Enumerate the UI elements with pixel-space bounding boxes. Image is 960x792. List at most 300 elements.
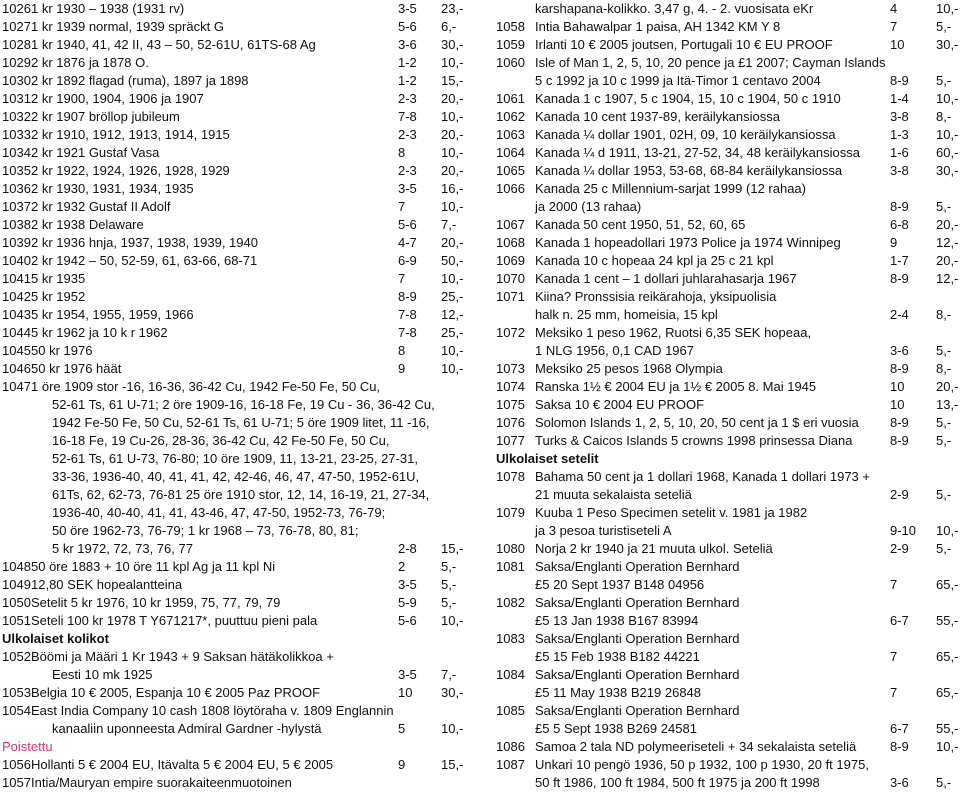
lot-row xyxy=(0,270,472,288)
lot-price: 10,- xyxy=(441,613,464,628)
lot-price: 12,- xyxy=(936,235,959,250)
lot-description: 1 kr 1930 – 1938 (1931 rv) xyxy=(31,1,185,16)
lot-price: 10,- xyxy=(441,109,464,124)
lot-row xyxy=(0,648,472,666)
lot-grade: 2 xyxy=(398,559,406,574)
lot-price: 13,- xyxy=(936,397,959,412)
lot-description: 1 NLG 1956, 0,1 CAD 1967 xyxy=(535,343,694,358)
lot-description: 50 öre 1883 + 10 öre 11 kpl Ag ja 11 kpl Ni xyxy=(31,559,276,574)
lot-row xyxy=(485,90,960,108)
lot-row xyxy=(0,576,472,594)
lot-price: 15,- xyxy=(441,73,464,88)
lot-row xyxy=(485,558,960,576)
lot-row xyxy=(485,738,960,756)
lot-row xyxy=(485,324,960,342)
lot-number: 1064 xyxy=(496,145,525,160)
lot-description: 2 kr 1922, 1924, 1926, 1928, 1929 xyxy=(31,163,230,178)
lot-grade: 7 xyxy=(890,685,898,700)
lot-row xyxy=(0,558,472,576)
lot-description: Norja 2 kr 1940 ja 21 muuta ulkol. Seteliä xyxy=(535,541,773,556)
lot-description: 21 muuta sekalaista seteliä xyxy=(535,487,692,502)
lot-number: 1065 xyxy=(496,163,525,178)
lot-description: 50 ft 1986, 100 ft 1984, 500 ft 1975 ja 200 ft 1998 xyxy=(535,775,820,790)
lot-price: 20,- xyxy=(441,163,464,178)
lot-number: 1077 xyxy=(496,433,525,448)
lot-row xyxy=(0,396,472,414)
lot-description: 50 kr 1976 xyxy=(31,343,93,358)
lot-row xyxy=(0,450,472,468)
lot-description: 1 kr 1939 normal, 1939 spräckt G xyxy=(31,19,224,34)
lot-row xyxy=(485,54,960,72)
lot-description: Kanada 50 cent 1950, 51, 52, 60, 65 xyxy=(535,217,746,232)
left-column xyxy=(0,0,472,792)
lot-price: 10,- xyxy=(441,721,464,736)
lot-price: 16,- xyxy=(441,181,464,196)
lot-description: Bahama 50 cent ja 1 dollari 1968, Kanada 1 dollari 1973 + xyxy=(535,469,870,484)
lot-row xyxy=(485,774,960,792)
lot-grade: 5-6 xyxy=(398,217,417,232)
lot-description: 52-61 Ts, 61 U-71; 2 öre 1909-16, 16-18 Fe, 19 Cu - 36, 36-42 Cu, xyxy=(52,397,435,412)
lot-price: 65,- xyxy=(936,685,959,700)
lot-grade: 1-2 xyxy=(398,73,417,88)
lot-description: 61Ts, 62, 62-73, 76-81 25 öre 1910 stor, 12, 14, 16-19, 21, 27-34, xyxy=(52,487,430,502)
lot-grade: 7-8 xyxy=(398,325,417,340)
lot-price: 5,- xyxy=(441,595,457,610)
lot-price: 30,- xyxy=(441,685,464,700)
lot-row xyxy=(0,36,472,54)
lot-grade: 1-2 xyxy=(398,55,417,70)
lot-row xyxy=(0,414,472,432)
lot-number: 1051 xyxy=(2,613,31,628)
lot-row xyxy=(485,252,960,270)
lot-number: 1086 xyxy=(496,739,525,754)
lot-description: Saksa/Englanti Operation Bernhard xyxy=(535,667,740,682)
lot-grade: 7 xyxy=(890,577,898,592)
lot-number: 1037 xyxy=(2,199,31,214)
lot-number: 1085 xyxy=(496,703,525,718)
lot-row xyxy=(485,180,960,198)
lot-price: 50,- xyxy=(441,253,464,268)
lot-number: 1046 xyxy=(2,361,31,376)
lot-row xyxy=(485,504,960,522)
lot-number: 1068 xyxy=(496,235,525,250)
lot-price: 5,- xyxy=(936,433,952,448)
lot-number: 1029 xyxy=(2,55,31,70)
lot-price: 5,- xyxy=(936,343,952,358)
lot-number: 1045 xyxy=(2,343,31,358)
section-heading-removed: Poistettu xyxy=(2,739,53,754)
lot-number: 1060 xyxy=(496,55,525,70)
lot-number: 1030 xyxy=(2,73,31,88)
lot-description: 1 öre 1909 stor -16, 16-36, 36-42 Cu, 1942 Fe-50 Fe, 50 Cu, xyxy=(31,379,381,394)
lot-number: 1073 xyxy=(496,361,525,376)
lot-description: 50 öre 1962-73, 76-79; 1 kr 1968 – 73, 76-78, 80, 81; xyxy=(52,523,359,538)
lot-number: 1032 xyxy=(2,109,31,124)
lot-description: Intia Bahawalpar 1 paisa, AH 1342 KM Y 8 xyxy=(535,19,781,34)
lot-description: Seteli 100 kr 1978 T Y671217*, puuttuu pieni pala xyxy=(31,613,318,628)
lot-description: halk n. 25 mm, homeisia, 15 kpl xyxy=(535,307,718,322)
lot-description: Samoa 2 tala ND polymeeriseteli + 34 sekalaista seteliä xyxy=(535,739,857,754)
lot-description: 1 kr 1940, 41, 42 II, 43 – 50, 52-61U, 61TS-68 Ag xyxy=(31,37,316,52)
lot-description: Böömi ja Määri 1 Kr 1943 + 9 Saksan hätäkolikkoa + xyxy=(31,649,334,664)
lot-description: Saksa/Englanti Operation Bernhard xyxy=(535,703,740,718)
lot-grade: 10 xyxy=(398,685,413,700)
lot-description: Kanada 1 c 1907, 5 c 1904, 15, 10 c 1904, 50 c 1910 xyxy=(535,91,841,106)
lot-grade: 9 xyxy=(890,235,898,250)
lot-number: 1061 xyxy=(496,91,525,106)
lot-description: ja 2000 (13 rahaa) xyxy=(535,199,642,214)
lot-grade: 9 xyxy=(398,361,406,376)
lot-number: 1076 xyxy=(496,415,525,430)
lot-row xyxy=(0,198,472,216)
lot-price: 5,- xyxy=(441,559,457,574)
lot-price: 65,- xyxy=(936,649,959,664)
lot-row xyxy=(0,378,472,396)
lot-row xyxy=(485,216,960,234)
lot-row xyxy=(485,522,960,540)
lot-row xyxy=(485,612,960,630)
lot-row xyxy=(485,648,960,666)
lot-number: 1074 xyxy=(496,379,525,394)
lot-description: 2 kr 1936 hnja, 1937, 1938, 1939, 1940 xyxy=(31,235,258,250)
lot-number: 1052 xyxy=(2,649,31,664)
lot-row xyxy=(0,180,472,198)
lot-number: 1083 xyxy=(496,631,525,646)
lot-row xyxy=(485,108,960,126)
lot-row xyxy=(485,36,960,54)
lot-price: 10,- xyxy=(441,145,464,160)
lot-number: 1033 xyxy=(2,127,31,142)
lot-description: 5 kr 1935 xyxy=(31,271,86,286)
lot-price: 20,- xyxy=(936,379,959,394)
lot-price: 5,- xyxy=(936,487,952,502)
lot-row xyxy=(0,486,472,504)
lot-description: karshapana-kolikko. 3,47 g, 4. - 2. vuosisata eKr xyxy=(535,1,814,16)
lot-grade: 2-9 xyxy=(890,487,909,502)
lot-description: 2 kr 1942 – 50, 52-59, 61, 63-66, 68-71 xyxy=(31,253,258,268)
lot-grade: 3-5 xyxy=(398,1,417,16)
lot-price: 10,- xyxy=(441,271,464,286)
lot-price: 10,- xyxy=(936,739,959,754)
lot-price: 5,- xyxy=(936,19,952,34)
lot-grade: 3-8 xyxy=(890,109,909,124)
lot-description: Ranska 1½ € 2004 EU ja 1½ € 2005 8. Mai 1945 xyxy=(535,379,817,394)
lot-description: Kuuba 1 Peso Specimen setelit v. 1981 ja 1982 xyxy=(535,505,808,520)
lot-grade: 8-9 xyxy=(398,289,417,304)
lot-description: East India Company 10 cash 1808 löytöraha v. 1809 Englannin xyxy=(31,703,394,718)
lot-price: 6,- xyxy=(441,19,457,34)
lot-row xyxy=(485,198,960,216)
lot-price: 5,- xyxy=(936,199,952,214)
lot-row xyxy=(0,522,472,540)
lot-grade: 9 xyxy=(398,757,406,772)
lot-row xyxy=(0,360,472,378)
lot-grade: 7 xyxy=(890,649,898,664)
lot-row xyxy=(0,342,472,360)
lot-row xyxy=(485,684,960,702)
lot-price: 20,- xyxy=(441,91,464,106)
lot-description: Unkari 10 pengö 1936, 50 p 1932, 100 p 1930, 20 ft 1975, xyxy=(535,757,869,772)
lot-number: 1054 xyxy=(2,703,31,718)
lot-row xyxy=(485,432,960,450)
lot-row xyxy=(0,288,472,306)
lot-price: 5,- xyxy=(441,577,457,592)
lot-price: 23,- xyxy=(441,1,464,16)
lot-grade: 8-9 xyxy=(890,271,909,286)
lot-row xyxy=(485,72,960,90)
lot-description: Eesti 10 mk 1925 xyxy=(52,667,153,682)
lot-row xyxy=(0,54,472,72)
lot-description: Intia/Mauryan empire suorakaiteenmuotoinen xyxy=(31,775,292,790)
lot-number: 1050 xyxy=(2,595,31,610)
lot-price: 5,- xyxy=(936,415,952,430)
lot-grade: 3-8 xyxy=(890,163,909,178)
lot-grade: 3-6 xyxy=(890,343,909,358)
lot-row xyxy=(0,252,472,270)
lot-description: 5 kr 1972, 72, 73, 76, 77 xyxy=(52,541,193,556)
lot-row xyxy=(0,0,472,18)
lot-price: 10,- xyxy=(936,91,959,106)
lot-number: 1080 xyxy=(496,541,525,556)
lot-description: 5 kr 1954, 1955, 1959, 1966 xyxy=(31,307,194,322)
section-heading: Ulkolaiset setelit xyxy=(496,451,599,466)
lot-description: 33-36, 1936-40, 40, 41, 41, 42, 42-46, 46, 47, 47-50, 1952-61U, xyxy=(52,469,420,484)
lot-grade: 1-3 xyxy=(890,127,909,142)
lot-grade: 8-9 xyxy=(890,433,909,448)
lot-number: 1072 xyxy=(496,325,525,340)
lot-description: Saksa 10 € 2004 EU PROOF xyxy=(535,397,705,412)
lot-number: 1049 xyxy=(2,577,31,592)
lot-grade: 3-5 xyxy=(398,577,417,592)
lot-number: 1043 xyxy=(2,307,31,322)
lot-row xyxy=(485,126,960,144)
lot-number: 1071 xyxy=(496,289,525,304)
lot-row xyxy=(485,378,960,396)
lot-grade: 6-7 xyxy=(890,613,909,628)
lot-row xyxy=(0,432,472,450)
lot-description: 50 kr 1976 häät xyxy=(31,361,122,376)
lot-grade: 7 xyxy=(398,271,406,286)
lot-description: £5 13 Jan 1938 B167 83994 xyxy=(535,613,699,628)
lot-row xyxy=(485,540,960,558)
lot-row xyxy=(485,630,960,648)
lot-number: 1082 xyxy=(496,595,525,610)
lot-row xyxy=(485,396,960,414)
lot-price: 10,- xyxy=(936,1,959,16)
lot-description: Saksa/Englanti Operation Bernhard xyxy=(535,559,740,574)
lot-number: 1038 xyxy=(2,217,31,232)
lot-row xyxy=(485,486,960,504)
lot-row xyxy=(485,576,960,594)
lot-description: Saksa/Englanti Operation Bernhard xyxy=(535,631,740,646)
lot-price: 5,- xyxy=(936,541,952,556)
lot-grade: 1-4 xyxy=(890,91,909,106)
lot-grade: 2-9 xyxy=(890,541,909,556)
lot-price: 10,- xyxy=(441,55,464,70)
lot-row xyxy=(485,162,960,180)
lot-number: 1048 xyxy=(2,559,31,574)
lot-grade: 7 xyxy=(890,19,898,34)
lot-row xyxy=(0,144,472,162)
lot-description: Kanada 25 c Millennium-sarjat 1999 (12 rahaa) xyxy=(535,181,806,196)
lot-description: Kanada ¼ dollar 1953, 53-68, 68-84 keräilykansiossa xyxy=(535,163,843,178)
section-heading: Ulkolaiset kolikot xyxy=(2,631,109,646)
lot-grade: 4 xyxy=(890,1,898,16)
lot-price: 30,- xyxy=(936,163,959,178)
lot-price: 65,- xyxy=(936,577,959,592)
lot-grade: 8 xyxy=(398,145,406,160)
lot-grade: 6-8 xyxy=(890,217,909,232)
lot-price: 10,- xyxy=(441,361,464,376)
lot-description: Hollanti 5 € 2004 EU, Itävalta 5 € 2004 EU, 5 € 2005 xyxy=(31,757,334,772)
lot-grade: 2-8 xyxy=(398,541,417,556)
lot-row xyxy=(485,288,960,306)
lot-grade: 6-9 xyxy=(398,253,417,268)
lot-price: 10,- xyxy=(936,523,959,538)
lot-row xyxy=(0,774,472,792)
lot-row xyxy=(0,324,472,342)
lot-row xyxy=(485,0,960,18)
lot-description: Kanada 10 c hopeaa 24 kpl ja 25 c 21 kpl xyxy=(535,253,774,268)
lot-grade: 7 xyxy=(398,199,406,214)
lot-number: 1034 xyxy=(2,145,31,160)
lot-price: 5,- xyxy=(936,775,952,790)
lot-description: Kanada 10 cent 1937-89, keräilykansiossa xyxy=(535,109,780,124)
lot-description: 2 kr 1910, 1912, 1913, 1914, 1915 xyxy=(31,127,230,142)
lot-description: £5 15 Feb 1938 B182 44221 xyxy=(535,649,700,664)
lot-price: 30,- xyxy=(441,37,464,52)
lot-grade: 8-9 xyxy=(890,73,909,88)
lot-row xyxy=(485,702,960,720)
lot-number: 1036 xyxy=(2,181,31,196)
lot-row xyxy=(0,612,472,630)
lot-number: 1070 xyxy=(496,271,525,286)
lot-row xyxy=(0,126,472,144)
lot-description: 2 kr 1938 Delaware xyxy=(31,217,144,232)
lot-description: 2 kr 1892 flagad (ruma), 1897 ja 1898 xyxy=(31,73,249,88)
lot-grade: 3-6 xyxy=(398,37,417,52)
lot-grade: 5 xyxy=(398,721,406,736)
lot-row xyxy=(485,468,960,486)
lot-grade: 7-8 xyxy=(398,109,417,124)
lot-number: 1041 xyxy=(2,271,31,286)
lot-description: 12,80 SEK hopealantteina xyxy=(31,577,183,592)
lot-description: 2 kr 1930, 1931, 1934, 1935 xyxy=(31,181,194,196)
lot-row xyxy=(0,216,472,234)
lot-description: 2 kr 1900, 1904, 1906 ja 1907 xyxy=(31,91,204,106)
lot-row xyxy=(485,234,960,252)
lot-description: 5 kr 1962 ja 10 k r 1962 xyxy=(31,325,168,340)
lot-row xyxy=(485,666,960,684)
lot-grade: 8-9 xyxy=(890,415,909,430)
lot-row xyxy=(485,306,960,324)
lot-grade: 10 xyxy=(890,37,905,52)
lot-price: 20,- xyxy=(441,235,464,250)
lot-number: 1057 xyxy=(2,775,31,790)
lot-price: 10,- xyxy=(936,127,959,142)
lot-price: 12,- xyxy=(441,307,464,322)
lot-price: 25,- xyxy=(441,289,464,304)
lot-grade: 1-6 xyxy=(890,145,909,160)
lot-number: 1028 xyxy=(2,37,31,52)
lot-description: 2 kr 1907 bröllop jubileum xyxy=(31,109,180,124)
lot-number: 1026 xyxy=(2,1,31,16)
lot-price: 15,- xyxy=(441,757,464,772)
lot-grade: 4-7 xyxy=(398,235,417,250)
lot-row xyxy=(0,162,472,180)
lot-grade: 8 xyxy=(398,343,406,358)
lot-number: 1039 xyxy=(2,235,31,250)
lot-description: £5 11 May 1938 B219 26848 xyxy=(535,685,702,700)
lot-description: 1936-40, 40-40, 41, 41, 43-46, 47, 47-50, 1952-73, 76-79; xyxy=(52,505,386,520)
lot-description: 52-61 Ts, 61 U-73, 76-80; 10 öre 1909, 11, 13-21, 23-25, 27-31, xyxy=(52,451,418,466)
lot-row xyxy=(0,594,472,612)
lot-row xyxy=(0,702,472,720)
lot-description: Isle of Man 1, 2, 5, 10, 20 pence ja £1 2007; Cayman Islands xyxy=(535,55,886,70)
lot-row xyxy=(0,72,472,90)
lot-number: 1079 xyxy=(496,505,525,520)
lot-number: 1042 xyxy=(2,289,31,304)
lot-grade: 5-6 xyxy=(398,19,417,34)
lot-grade: 3-5 xyxy=(398,181,417,196)
lot-price: 12,- xyxy=(936,271,959,286)
lot-description: £5 5 Sept 1938 B269 24581 xyxy=(535,721,697,736)
lot-description: Kanada 1 hopeadollari 1973 Police ja 1974 Winnipeg xyxy=(535,235,841,250)
lot-number: 1069 xyxy=(496,253,525,268)
lot-description: Kanada ¼ dollar 1901, 02H, 09, 10 keräilykansiossa xyxy=(535,127,836,142)
lot-grade: 2-3 xyxy=(398,163,417,178)
lot-price: 60,- xyxy=(936,145,959,160)
lot-description: Saksa/Englanti Operation Bernhard xyxy=(535,595,740,610)
lot-row xyxy=(0,720,472,738)
lot-number: 1063 xyxy=(496,127,525,142)
lot-description: Belgia 10 € 2005, Espanja 10 € 2005 Paz PROOF xyxy=(31,685,321,700)
lot-row xyxy=(0,540,472,558)
lot-price: 25,- xyxy=(441,325,464,340)
lot-description: 5 c 1992 ja 10 c 1999 ja Itä-Timor 1 centavo 2004 xyxy=(535,73,821,88)
lot-row xyxy=(485,342,960,360)
lot-description: £5 20 Sept 1937 B148 04956 xyxy=(535,577,705,592)
lot-price: 30,- xyxy=(936,37,959,52)
lot-number: 1059 xyxy=(496,37,525,52)
lot-number: 1078 xyxy=(496,469,525,484)
lot-description: 5 kr 1952 xyxy=(31,289,86,304)
lot-row xyxy=(0,306,472,324)
lot-grade: 1-7 xyxy=(890,253,909,268)
lot-description: 2 kr 1876 ja 1878 O. xyxy=(31,55,149,70)
lot-price: 8,- xyxy=(936,307,952,322)
lot-grade: 3-5 xyxy=(398,667,417,682)
lot-number: 1075 xyxy=(496,397,525,412)
lot-row xyxy=(485,270,960,288)
lot-grade: 10 xyxy=(890,379,905,394)
lot-grade: 2-4 xyxy=(890,307,909,322)
lot-description: 2 kr 1932 Gustaf II Adolf xyxy=(31,199,171,214)
lot-price: 5,- xyxy=(936,73,952,88)
lot-row xyxy=(0,234,472,252)
lot-number: 1031 xyxy=(2,91,31,106)
lot-number: 1035 xyxy=(2,163,31,178)
lot-row xyxy=(0,108,472,126)
lot-description: Meksiko 1 peso 1962, Ruotsi 6,35 SEK hopeaa, xyxy=(535,325,812,340)
lot-price: 7,- xyxy=(441,667,457,682)
lot-price: 10,- xyxy=(441,343,464,358)
lot-row xyxy=(485,144,960,162)
lot-row xyxy=(0,666,472,684)
lot-row xyxy=(485,720,960,738)
lot-description: Setelit 5 kr 1976, 10 kr 1959, 75, 77, 79, 79 xyxy=(31,595,281,610)
lot-row xyxy=(485,360,960,378)
